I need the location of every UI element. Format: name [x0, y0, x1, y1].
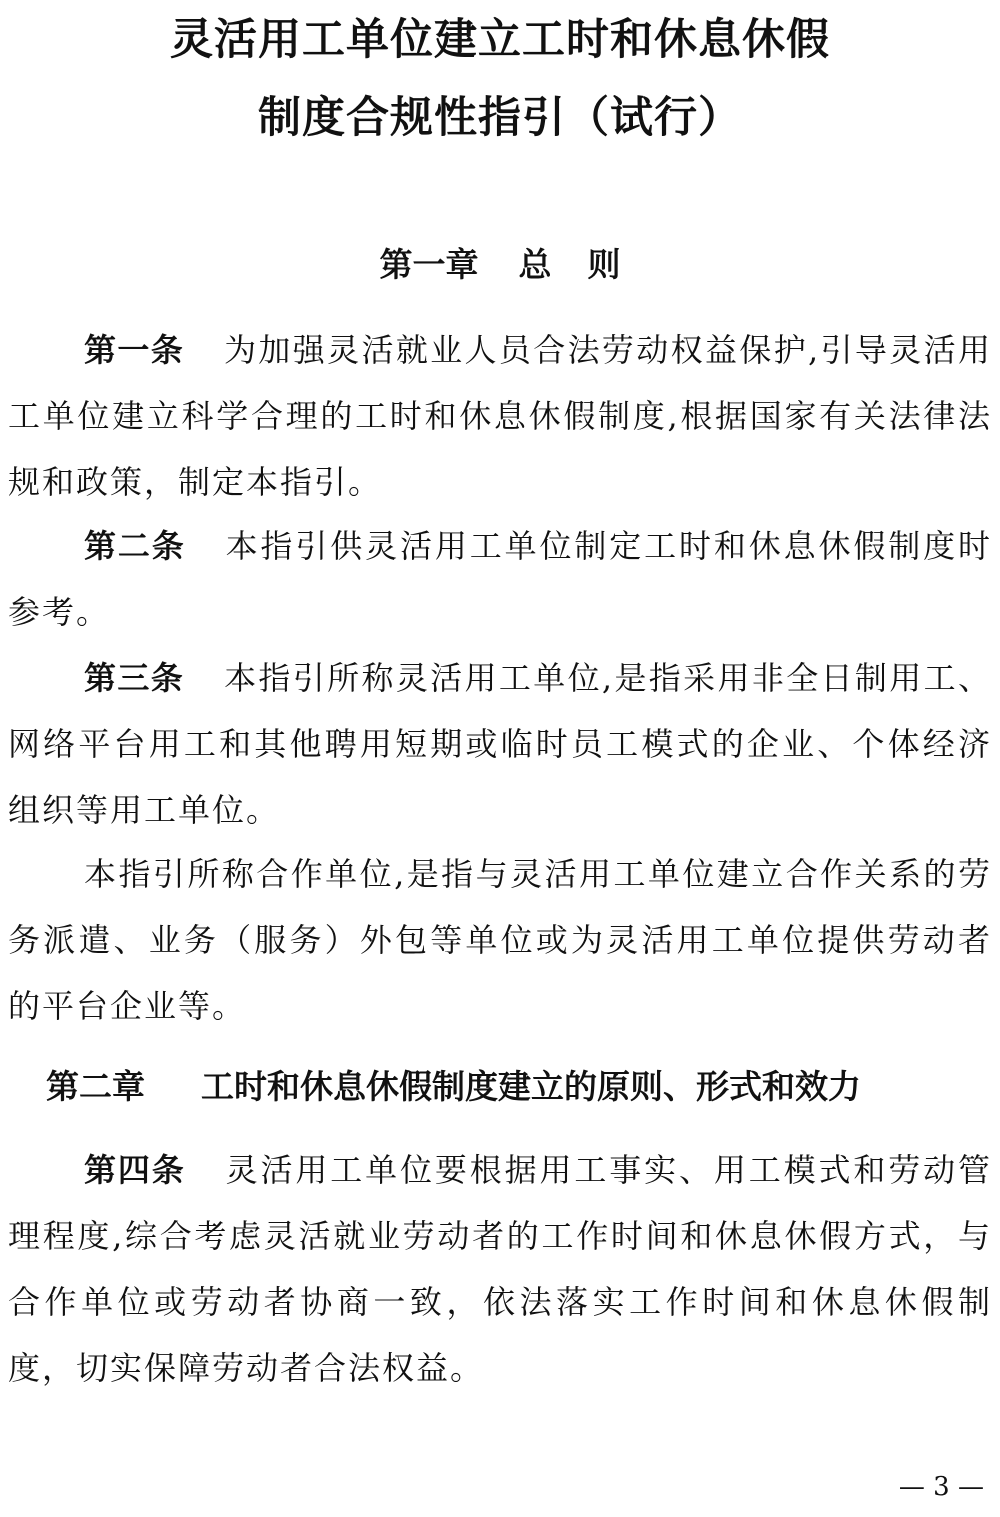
- page-number: — 3 —: [898, 1472, 984, 1502]
- article-text: 为加强灵活就业人员合法劳动权益保护,引导灵活用工单位建立科学合理的工时和休息休假制度,根据国家有关法律法规和政策，制定本指引。: [8, 331, 992, 501]
- article-label: 第一条: [84, 331, 185, 369]
- article-2: [8, 513, 992, 645]
- article-label: 第四条: [84, 1151, 186, 1189]
- article-label: 第二条: [84, 527, 186, 565]
- document-title-line-2: 制度合规性指引（试行）: [258, 93, 742, 143]
- chapter-heading-2: [46, 1065, 986, 1109]
- article-text: 灵活用工单位要根据用工事实、用工模式和劳动管理程度,综合考虑灵活就业劳动者的工作时间和休息休假方式，与合作单位或劳动者协商一致，依法落实工作时间和休息休假制度，切实保障劳动者合法权益。: [8, 1151, 992, 1387]
- article-text: 本指引所称灵活用工单位,是指采用非全日制用工、网络平台用工和其他聘用短期或临时员工模式的企业、个体经济组织等用工单位。: [8, 659, 992, 829]
- article-text: 本指引供灵活用工单位制定工时和休息休假制度时参考。: [8, 527, 992, 631]
- chapter-number: 第二章: [46, 1067, 145, 1106]
- article-3: [8, 645, 992, 843]
- article-label: 第三条: [84, 659, 185, 697]
- article-3-paragraph-2: 本指引所称合作单位,是指与灵活用工单位建立合作关系的劳务派遣、业务（服务）外包等单位或为灵活用工单位提供劳动者的平台企业等。: [8, 855, 992, 1025]
- article-4: [8, 1137, 992, 1401]
- chapter-number: 第一章: [379, 245, 479, 284]
- article-1: [8, 317, 992, 515]
- chapter-heading-1: [0, 243, 1000, 287]
- document-title-line-1: 灵活用工单位建立工时和休息休假: [170, 15, 830, 65]
- chapter-title: 工时和休息休假制度建立的原则、形式和效力: [201, 1067, 861, 1106]
- chapter-title: 总则: [518, 245, 657, 284]
